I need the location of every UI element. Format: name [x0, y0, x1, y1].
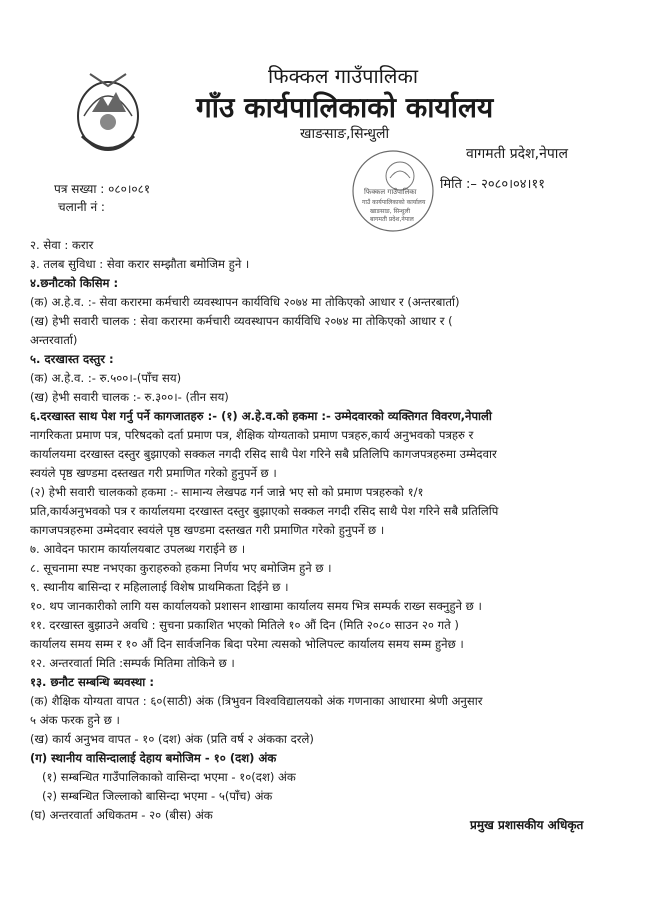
stamp-text-1: फिक्कल गाउँपालिका	[364, 188, 417, 196]
documents-line: स्वयंले पृष्ठ खण्डमा दस्तखत गरी प्रमाणित गरेको हुनुपर्ने छ ।	[30, 466, 277, 480]
office-title: गाँउ कार्यपालिकाको कार्यालय	[196, 91, 494, 124]
signature-title: प्रमुख प्रशासकीय अधिकृत	[470, 818, 584, 832]
selection-type-heading: ४.छनौटको किसिम :	[30, 276, 119, 290]
reference-number: पत्र सख्या : ०८०।०८१	[54, 182, 151, 196]
notice-body	[30, 236, 642, 825]
province-label: वागमती प्रदेश,नेपाल	[466, 146, 568, 162]
documents-driver: (२) हेभी सवारी चालकको हकमा :- सामान्य लेखपढ गर्न जान्ने भए सो को प्रमाण पत्रहरुको १/१	[30, 485, 424, 499]
deadline-line-cont: कार्यालय समय सम्म र १० औं दिन सार्वजनिक बिदा परेमा त्यसको भोलिपल्ट कार्यालय समय सम्म हुनेछ ।	[30, 637, 464, 651]
selection-criteria-heading: १३. छनौट सम्बन्धि ब्यवस्था :	[30, 675, 154, 689]
selection-type-b-cont: अन्तरवार्ता)	[30, 333, 78, 347]
stamp-text-4: बागमती प्रदेश,नेपाल	[370, 216, 414, 223]
stamp-text-2: गाउँ कार्यपालिकाको कार्यालय	[362, 199, 426, 206]
service-line: २. सेवा : करार	[30, 238, 94, 252]
salary-line: ३. तलब सुविधा : सेवा करार सम्झौता बमोजिम हुने ।	[30, 257, 250, 271]
interview-date-line: १२. अन्तरवार्ता मिति :सम्पर्क मितिमा तोकिने छ ।	[30, 656, 235, 670]
dispatch-number: चलानी नं :	[58, 200, 105, 214]
criteria-d: (घ) अन्तरवार्ता अधिकतम - २० (बीस) अंक	[30, 808, 213, 822]
decision-line: ८. सूचनामा स्पष्ट नभएका कुराहरुको हकमा निर्णय भए बमोजिम हुने छ ।	[30, 561, 332, 575]
office-address: खाङसाङ,सिन्धुली	[300, 126, 390, 142]
nepal-emblem-icon	[72, 66, 144, 158]
documents-line: नागरिकता प्रमाण पत्र, परिषदको दर्ता प्रमाण पत्र, शैक्षिक योग्यताको प्रमाण पत्रहरु,कार्य अनुभवको पत्रहरु र	[30, 428, 474, 442]
selection-type-a: (क) अ.हे.व. :- सेवा करारमा कर्मचारी व्यवस्थापन कार्यविधि २०७४ मा तोकिएको आधार र (अन्तरबार्ता)	[30, 295, 460, 309]
criteria-a-cont: ५ अंक फरक हुने छ ।	[30, 713, 120, 727]
selection-type-b: (ख) हेभी सवारी चालक : सेवा करारमा कर्मचारी व्यवस्थापन कार्यविधि २०७४ मा तोकिएको आधार र (	[30, 314, 453, 328]
fee-b: (ख) हेभी सवारी चालक :- रु.३००।- (तीन सय)	[30, 390, 229, 404]
documents-line: प्रति,कार्यअनुभवको पत्र र कार्यालयमा दरखास्त दस्तुर बुझाएको सक्कल नगदी रसिद साथै पेश गरिने सबै प्रतिलिपि	[30, 504, 499, 518]
criteria-b: (ख) कार्य अनुभव वापत - १० (दश) अंक (प्रति वर्ष २ अंकका दरले)	[30, 732, 314, 746]
fee-heading: ५. दरखास्त दस्तुर :	[30, 352, 114, 366]
fee-a: (क) अ.हे.व. :- रु.५००।-(पाँच सय)	[30, 371, 182, 385]
deadline-line: ११. दरखास्त बुझाउने अवधि : सुचना प्रकाशित भएको मितिले १० औं दिन (मिति २०८० साउन २० गते )	[30, 618, 459, 632]
documents-line: कार्यालयमा दरखास्त दस्तुर बुझाएको सक्कल नगदी रसिद साथै पेश गरिने सबै प्रतिलिपि कागजपत्रहरुमा उम्मेदवार	[30, 447, 497, 461]
stamp-text-3: खाङसाङ, सिन्धुली	[370, 208, 411, 215]
municipality-name: फिक्कल गाउँपालिका	[268, 64, 418, 88]
office-stamp	[350, 148, 436, 234]
priority-line: ९. स्थानीय बासिन्दा र महिलालाई विशेष प्राथमिकता दिईने छ ।	[30, 580, 289, 594]
contact-line: १०. थप जानकारीको लागि यस कार्यालयको प्रशासन शाखामा कार्यालय समय भित्र सम्पर्क राख्न सक्नुहुने छ ।	[30, 599, 482, 613]
criteria-c: (ग) स्थानीय वासिन्दालाई देहाय बमोजिम - १० (दश) अंक	[30, 751, 277, 765]
letter-date: मिति :– २०८०।०४।११	[440, 177, 545, 192]
criteria-c-2: (२) सम्बन्धित जिल्लाको बासिन्दा भएमा - ५(पाँच) अंक	[42, 789, 273, 803]
application-form-line: ७. आवेदन फाराम कार्यालयबाट उपलब्ध गराईने छ ।	[30, 542, 246, 556]
documents-line: कागजपत्रहरुमा उम्मेदवार स्वयंले पृष्ठ खण्डमा दस्तखत गरी प्रमाणित गरेको हुनुपर्ने छ ।	[30, 523, 385, 537]
criteria-c-1: (१) सम्बन्धित गाउँपालिकाको वासिन्दा भएमा - १०(दश) अंक	[42, 770, 296, 784]
criteria-a: (क) शैक्षिक योग्यता वापत : ६०(साठी) अंक (त्रिभुवन विश्वविद्यालयको अंक गणनाका आधारमा श्रेणी अनुसार	[30, 694, 483, 708]
documents-heading: ६.दरखास्त साथ पेश गर्नु पर्ने कागजातहरु :- (१) अ.हे.व.को हकमा :- उम्मेदवारको व्यक्तिगत विवरण,नेपाली	[30, 409, 492, 423]
